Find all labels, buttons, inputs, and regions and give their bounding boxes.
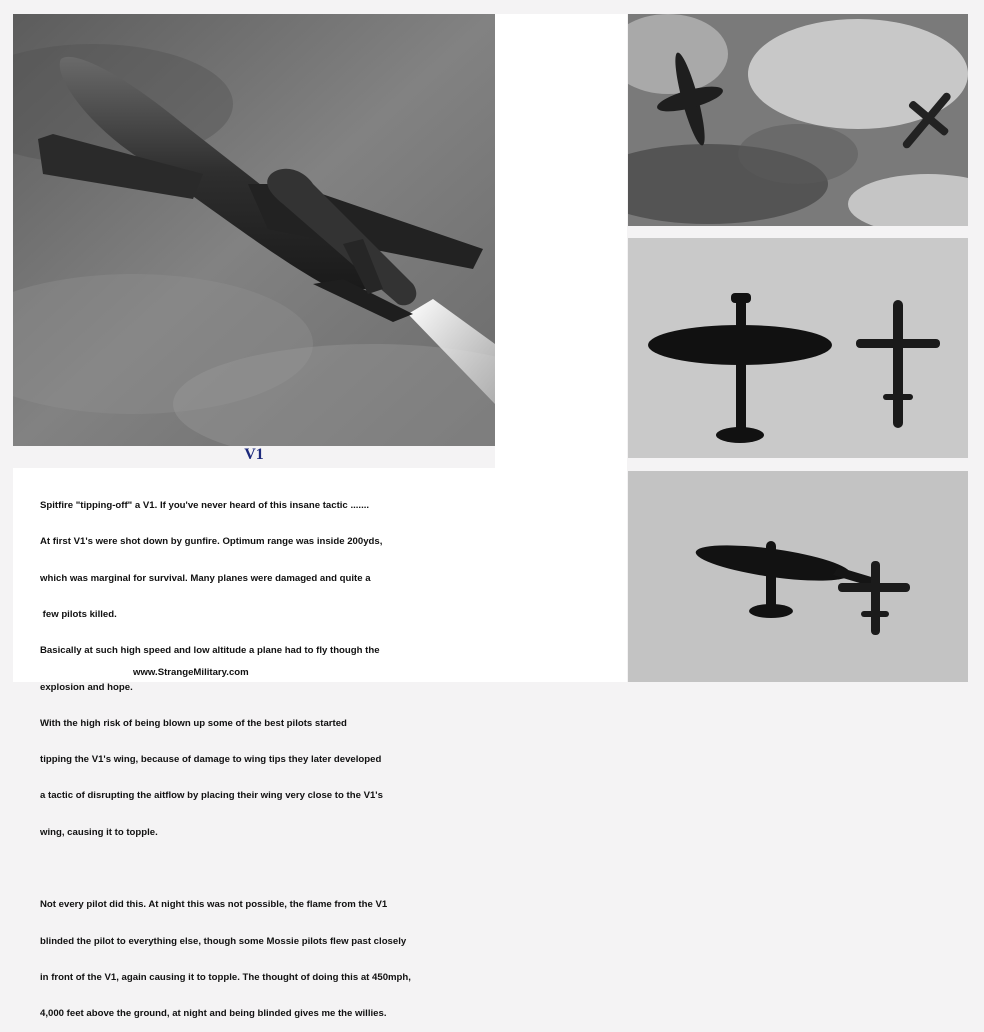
- article-line: [40, 863, 490, 875]
- article-line: Not every pilot did this. At night this was not possible, the flame from the V1: [40, 899, 388, 911]
- spitfire-tipping-v1-photo: [628, 471, 968, 682]
- article-line: explosion and hope.: [40, 681, 133, 693]
- article-line: in front of the V1, again causing it to topple. The thought of doing this at 450mph,: [40, 971, 411, 983]
- article-line: Basically at such high speed and low altitude a plane had to fly though the: [40, 645, 380, 657]
- article-line: which was marginal for survival. Many planes were damaged and quite a: [40, 572, 371, 584]
- article-line: At first V1's were shot down by gunfire. Optimum range was inside 200yds,: [40, 536, 383, 548]
- v1-flying-bomb-photo: [13, 14, 495, 446]
- article-line: a tactic of disrupting the aitflow by placing their wing very close to the V1's: [40, 790, 383, 802]
- blank-panel: [495, 14, 627, 682]
- article-line: Spitfire "tipping-off" a V1. If you've never heard of this insane tactic .......: [40, 500, 370, 512]
- article-line: blinded the pilot to everything else, though some Mossie pilots flew past closely: [40, 935, 407, 947]
- article-line: With the high risk of being blown up some of the best pilots started: [40, 717, 347, 729]
- spitfire-v1-clouds-photo: [628, 14, 968, 226]
- article-line: wing, causing it to topple.: [40, 826, 158, 838]
- article-line: few pilots killed.: [40, 609, 117, 621]
- website-footer: www.StrangeMilitary.com: [133, 667, 249, 678]
- spitfire-alongside-v1-photo: [628, 238, 968, 458]
- article-line: 4,000 feet above the ground, at night and being blinded gives me the willies.: [40, 1008, 387, 1020]
- article-line: tipping the V1's wing, because of damage to wing tips they later developed: [40, 754, 382, 766]
- article-text: [40, 476, 490, 1032]
- photo-caption: V1: [244, 446, 264, 463]
